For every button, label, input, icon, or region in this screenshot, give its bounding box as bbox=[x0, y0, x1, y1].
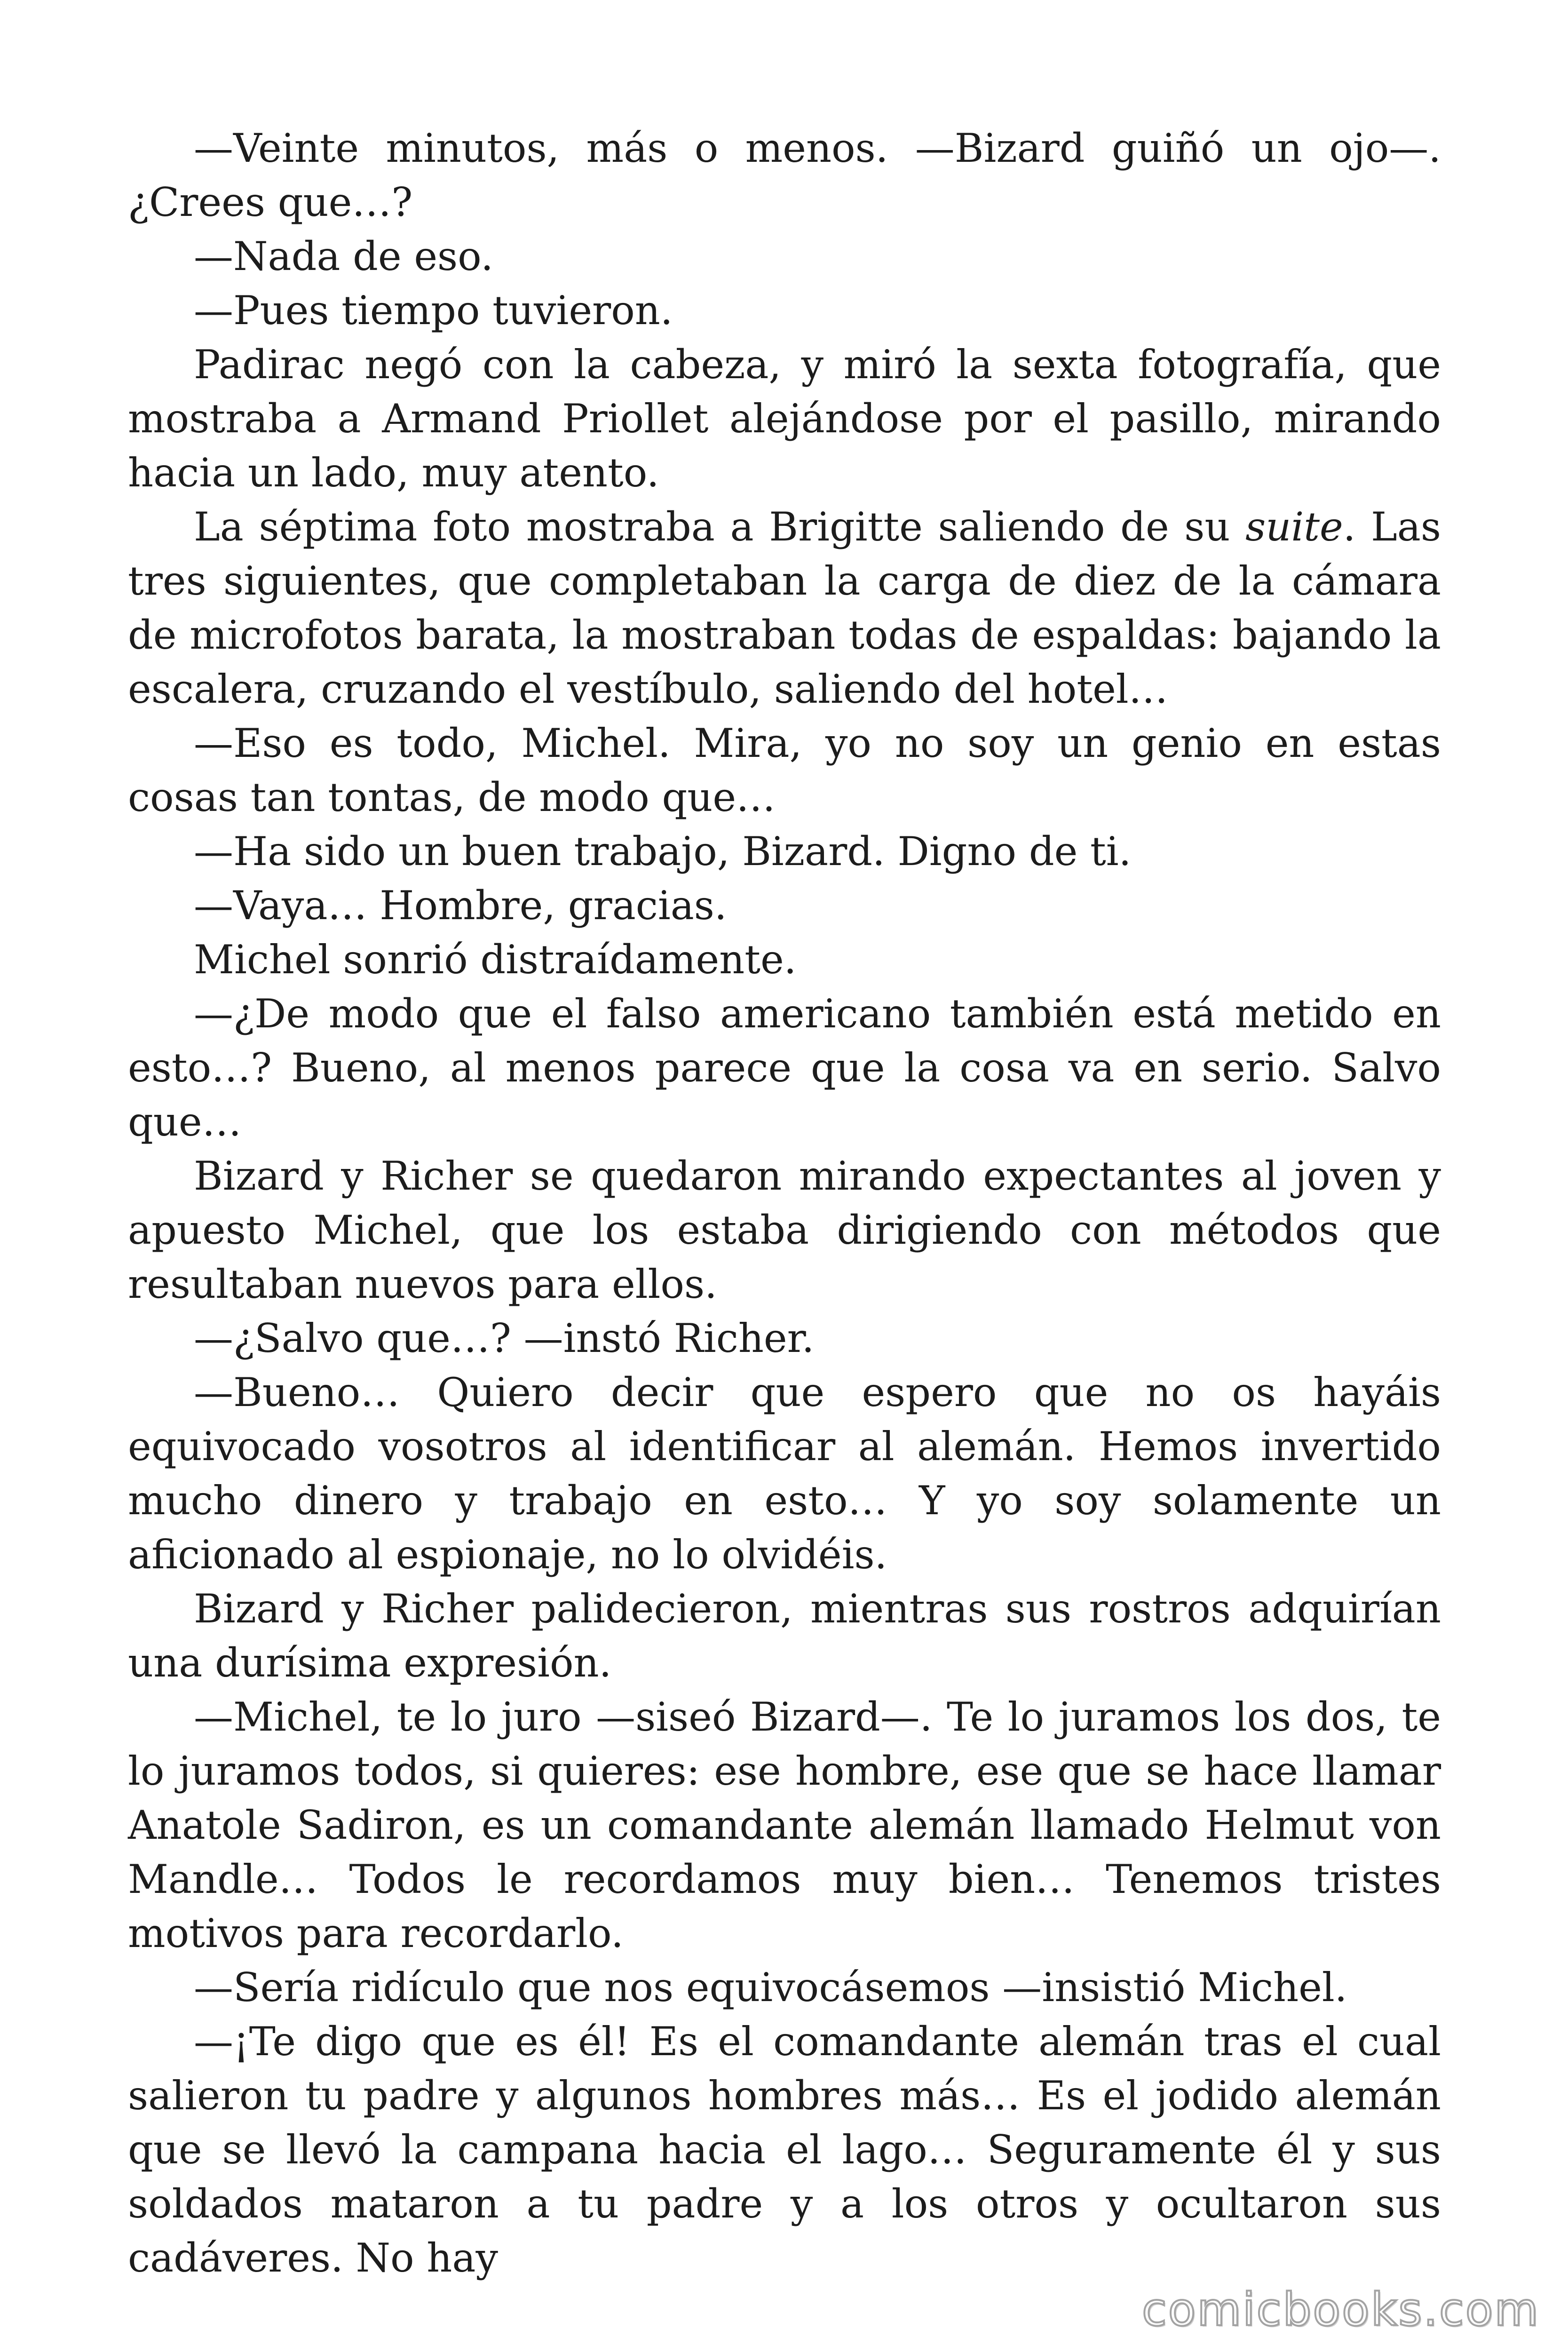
paragraph bbox=[128, 338, 1441, 500]
paragraph bbox=[128, 879, 1441, 933]
paragraph bbox=[128, 1961, 1441, 2015]
text-run: Bizard y Richer se quedaron mirando expectantes al joven y apuesto Michel, que los estaba dirigiendo con métodos que resultaban nuevos para ellos. bbox=[128, 1153, 1441, 1307]
text-run: La séptima foto mostraba a Brigitte saliendo de su bbox=[194, 504, 1246, 550]
paragraph bbox=[128, 500, 1441, 716]
text-run: —Vaya… Hombre, gracias. bbox=[194, 882, 727, 929]
text-run: Bizard y Richer palidecieron, mientras sus rostros adquirían una durísima expresión. bbox=[128, 1586, 1441, 1686]
paragraph bbox=[128, 1311, 1441, 1366]
text-run: —¿Salvo que…? —instó Richer. bbox=[194, 1315, 815, 1361]
text-run: —Veinte minutos, más o menos. —Bizard guiñó un ojo—. ¿Crees que…? bbox=[128, 125, 1441, 225]
paragraph bbox=[128, 933, 1441, 987]
paragraph bbox=[128, 284, 1441, 338]
paragraph bbox=[128, 230, 1441, 284]
watermark: comicbooks.com bbox=[1141, 2283, 1540, 2336]
text-run: —Ha sido un buen trabajo, Bizard. Digno de ti. bbox=[194, 828, 1132, 874]
text-run: —Michel, te lo juro —siseó Bizard—. Te lo juramos los dos, te lo juramos todos, si quieres: ese hombre, ese que se hace llamar Anatole Sadiron, es un comandante alemán llamado Helmut von Mandle… Todos le recordamos muy bien… Tenemos tristes motivos para recordarlo. bbox=[128, 1694, 1441, 1956]
text-run: Michel sonrió distraídamente. bbox=[194, 937, 797, 983]
paragraph bbox=[128, 987, 1441, 1149]
paragraph bbox=[128, 1149, 1441, 1311]
text-run: Padirac negó con la cabeza, y miró la sexta fotografía, que mostraba a Armand Priollet alejándose por el pasillo, mirando hacia un lado, muy atento. bbox=[128, 342, 1441, 496]
paragraph bbox=[128, 121, 1441, 230]
body-text bbox=[128, 121, 1441, 2285]
paragraph bbox=[128, 1582, 1441, 1690]
text-run: —Nada de eso. bbox=[194, 233, 493, 279]
paragraph bbox=[128, 2015, 1441, 2285]
text-run: —¡Te digo que es él! Es el comandante alemán tras el cual salieron tu padre y algunos hombres más… Es el jodido alemán que se llevó la campana hacia el lago… Seguramente él y sus soldados mataron a tu padre y a los otros y ocultaron sus cadáveres. No hay bbox=[128, 2018, 1441, 2281]
text-run: —Pues tiempo tuvieron. bbox=[194, 287, 673, 334]
paragraph bbox=[128, 825, 1441, 879]
italic-text: suite bbox=[1245, 504, 1343, 550]
text-run: . Las tres siguientes, que completaban la carga de diez de la cámara de microfotos barata, la mostraban todas de espaldas: bajando la escalera, cruzando el vestíbulo, saliendo del hotel… bbox=[128, 504, 1441, 712]
paragraph bbox=[128, 1690, 1441, 1961]
text-run: —Sería ridículo que nos equivocásemos —insistió Michel. bbox=[194, 1964, 1347, 2010]
text-run: —Eso es todo, Michel. Mira, yo no soy un genio en estas cosas tan tontas, de modo que… bbox=[128, 720, 1441, 820]
text-run: —Bueno… Quiero decir que espero que no os hayáis equivocado vosotros al identificar al alemán. Hemos invertido mucho dinero y trabajo en esto… Y yo soy solamente un aficionado al espionaje, no lo olvidéis. bbox=[128, 1369, 1441, 1578]
paragraph bbox=[128, 716, 1441, 825]
paragraph bbox=[128, 1366, 1441, 1582]
text-run: —¿De modo que el falso americano también está metido en esto…? Bueno, al menos parece que la cosa va en serio. Salvo que… bbox=[128, 991, 1441, 1145]
